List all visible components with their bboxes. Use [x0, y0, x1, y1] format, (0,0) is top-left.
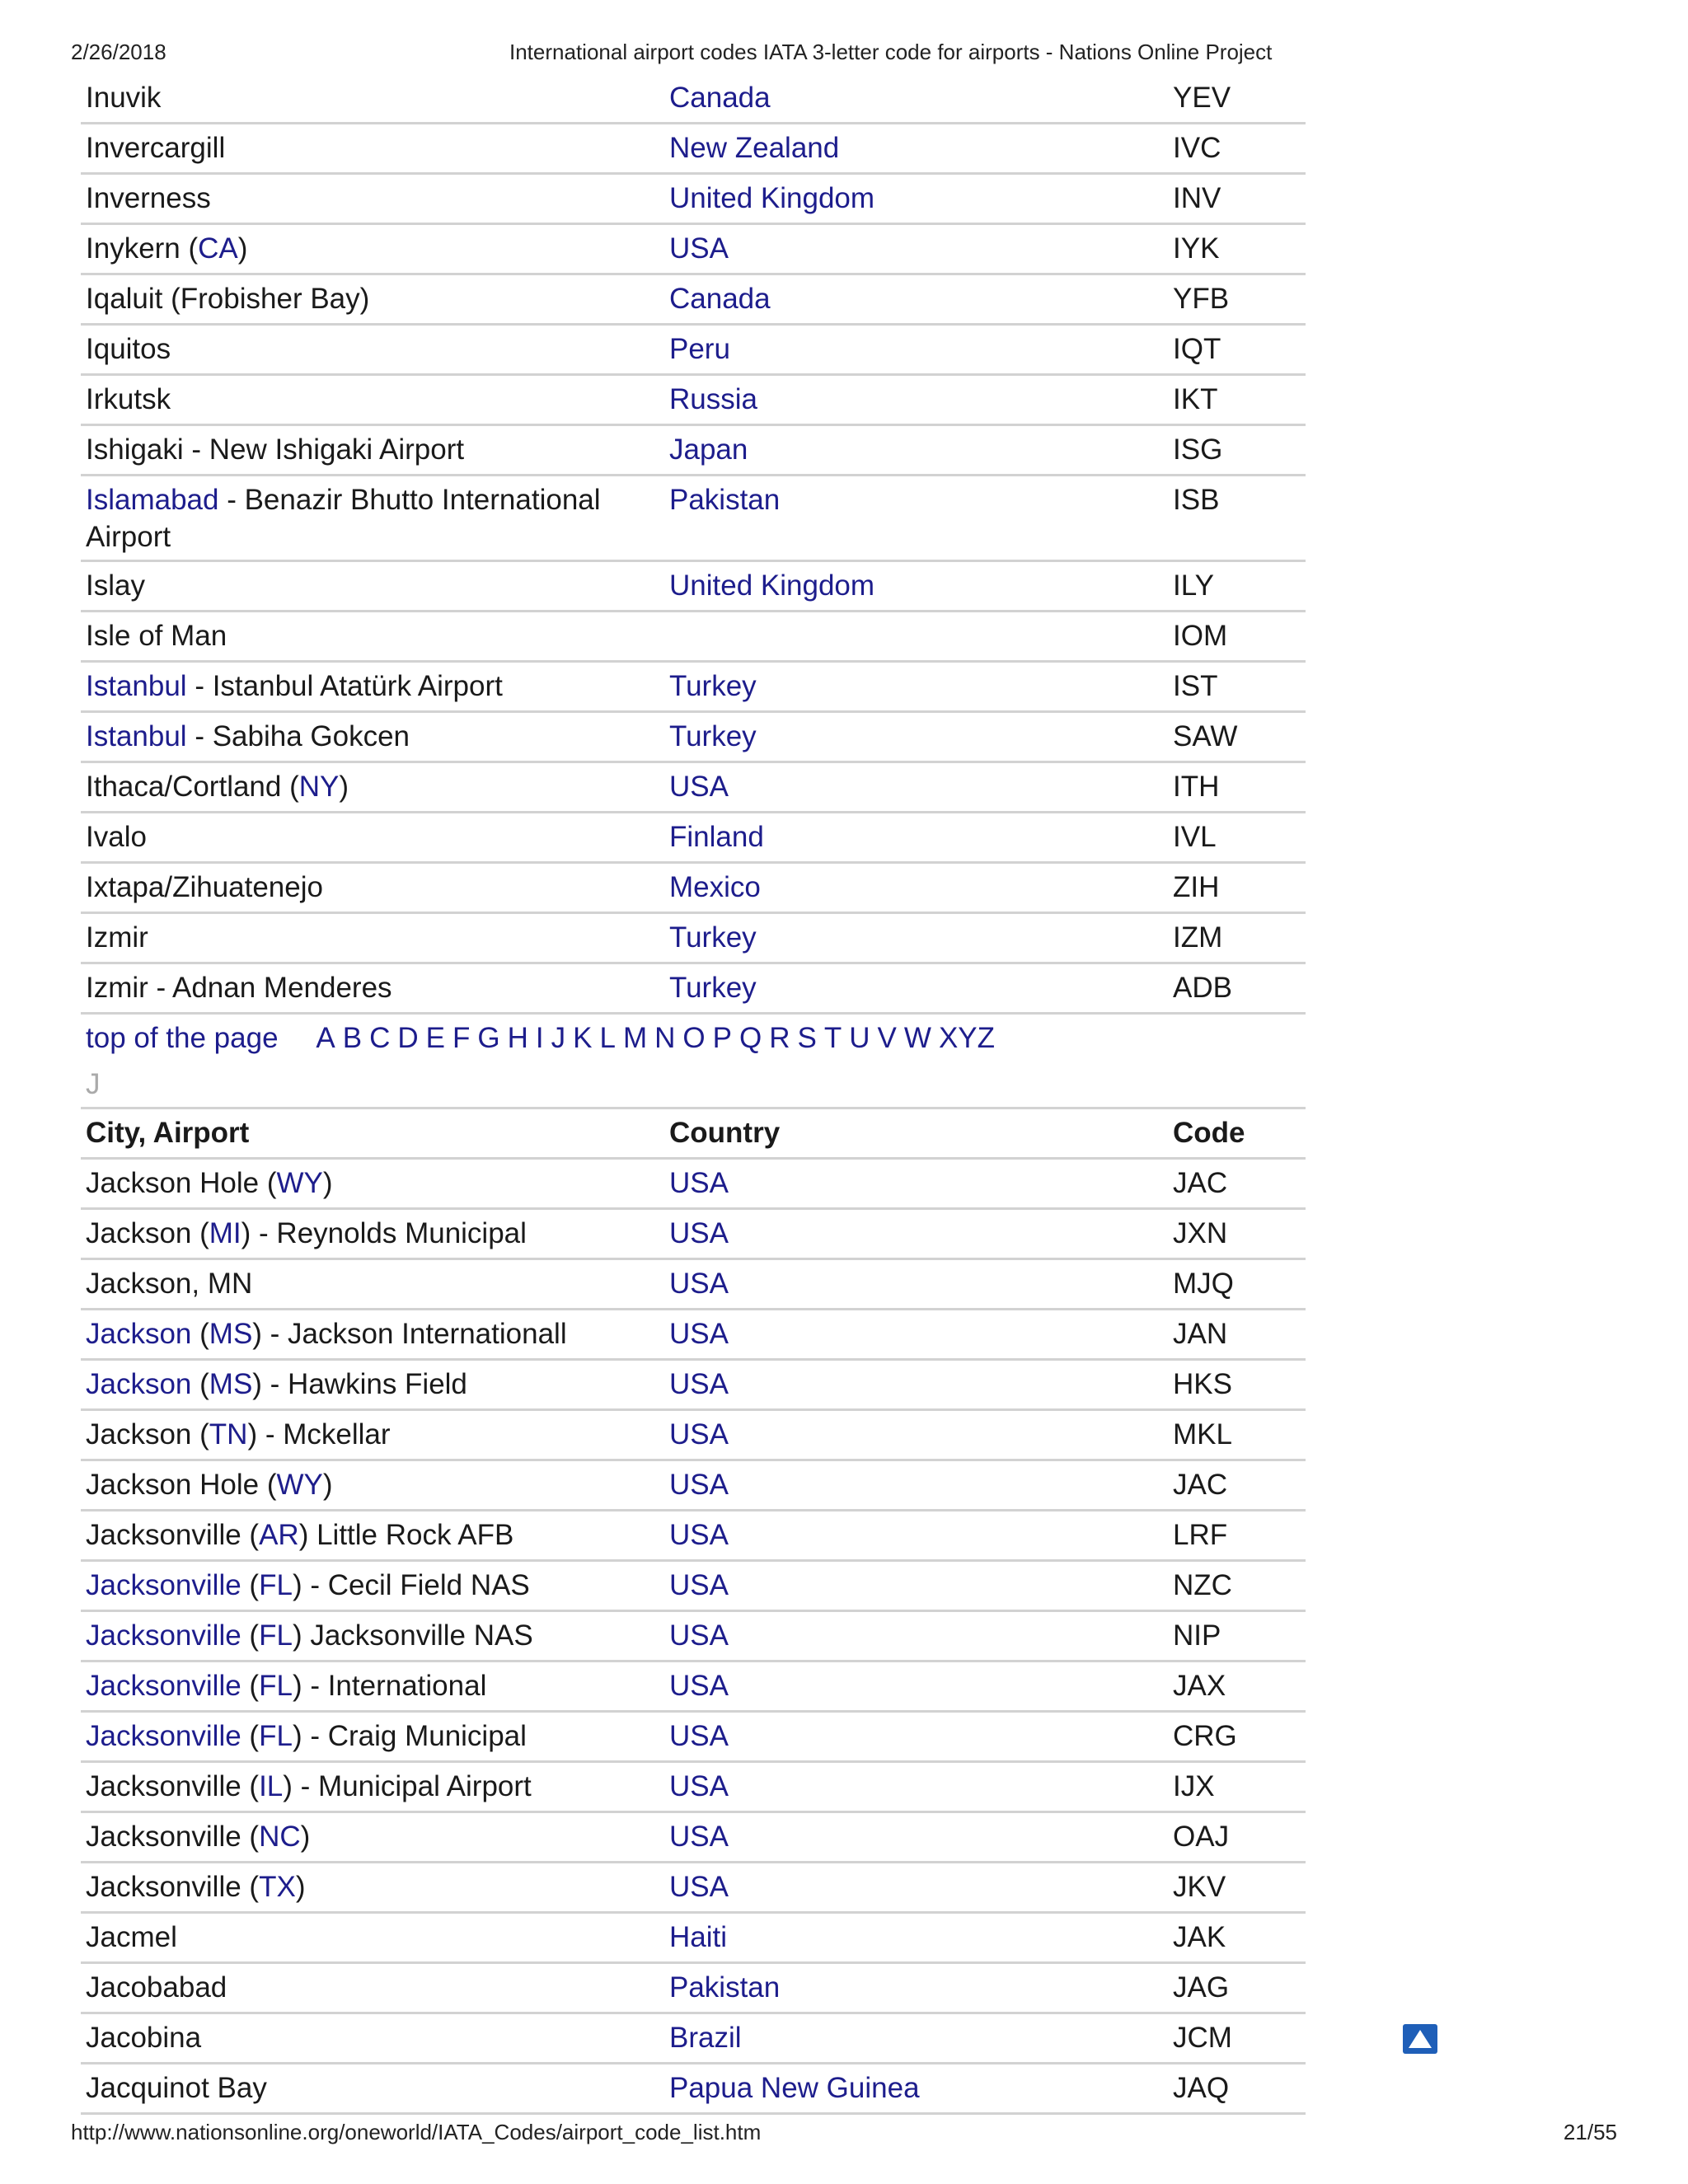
- country-link[interactable]: USA: [669, 1770, 729, 1802]
- city-cell: [86, 1210, 646, 1258]
- iata-code: ITH: [1173, 771, 1220, 803]
- letter-link-n[interactable]: N: [654, 1022, 676, 1054]
- city-link[interactable]: Jackson: [86, 1368, 192, 1400]
- country-link[interactable]: Haiti: [669, 1921, 728, 1953]
- table-row: [81, 326, 1306, 376]
- iata-code: JAX: [1173, 1670, 1226, 1702]
- section-j-rows: [81, 1160, 1306, 2115]
- city-cell: [86, 1411, 646, 1459]
- country-link[interactable]: New Zealand: [669, 132, 840, 164]
- letter-link-h[interactable]: H: [507, 1022, 528, 1054]
- state-link[interactable]: TN: [209, 1418, 248, 1451]
- state-link[interactable]: TX: [259, 1871, 296, 1903]
- country-link[interactable]: Turkey: [669, 921, 757, 954]
- city-cell: [86, 376, 646, 424]
- letter-link-o[interactable]: O: [682, 1022, 706, 1054]
- letter-link-i[interactable]: I: [535, 1022, 544, 1054]
- table-row: [81, 1411, 1306, 1461]
- table-row: [81, 376, 1306, 426]
- table-row: [81, 426, 1306, 476]
- letter-link-v[interactable]: V: [877, 1022, 897, 1054]
- state-link[interactable]: NY: [298, 771, 340, 803]
- city-text: ) Jacksonville NAS: [292, 1619, 533, 1652]
- table-row: [81, 1210, 1306, 1260]
- country-link[interactable]: USA: [669, 1268, 729, 1300]
- city-text: (: [241, 1720, 260, 1752]
- city-cell: [86, 124, 646, 172]
- table-row: [81, 275, 1306, 326]
- city-text: ) - Jackson Internationall: [252, 1318, 567, 1350]
- country-link[interactable]: USA: [669, 1821, 729, 1853]
- country-link[interactable]: USA: [669, 1217, 729, 1249]
- iata-code: IOM: [1173, 620, 1228, 652]
- iata-code: JXN: [1173, 1217, 1228, 1249]
- city-cell: [86, 1612, 646, 1660]
- city-link[interactable]: Jackson: [86, 1318, 192, 1350]
- city-name: Iquitos: [86, 333, 171, 365]
- country-link[interactable]: Papua New Guinea: [669, 2072, 920, 2104]
- city-cell: [86, 1260, 646, 1308]
- country-link[interactable]: USA: [669, 1418, 729, 1451]
- city-link[interactable]: Jacksonville: [86, 1619, 241, 1652]
- city-text: Inykern (: [86, 232, 199, 265]
- letter-link-xyz[interactable]: XYZ: [938, 1022, 996, 1054]
- letter-link-s[interactable]: S: [797, 1022, 817, 1054]
- city-cell: [86, 864, 646, 912]
- table-row: [81, 74, 1306, 124]
- city-name: Ivalo: [86, 821, 147, 853]
- iata-code: LRF: [1173, 1519, 1228, 1551]
- country-link[interactable]: USA: [669, 1670, 729, 1702]
- iata-code: OAJ: [1173, 1821, 1230, 1853]
- section-letter-j: J: [81, 1062, 1306, 1109]
- city-cell: [86, 663, 646, 710]
- country-link[interactable]: Turkey: [669, 720, 757, 752]
- state-link[interactable]: MS: [209, 1318, 253, 1350]
- state-link[interactable]: MI: [209, 1217, 241, 1249]
- city-link[interactable]: Istanbul: [86, 670, 187, 702]
- table-row: [81, 1562, 1306, 1612]
- city-cell: [86, 2064, 646, 2112]
- city-text: Jackson (: [86, 1418, 209, 1451]
- city-name: Inuvik: [86, 82, 162, 114]
- city-cell: [86, 2014, 646, 2062]
- city-text: ) - Craig Municipal: [292, 1720, 527, 1752]
- print-header: [71, 40, 1617, 68]
- city-name: Izmir - Adnan Menderes: [86, 972, 392, 1004]
- country-link[interactable]: United Kingdom: [669, 569, 875, 602]
- country-link[interactable]: Turkey: [669, 670, 757, 702]
- city-cell: [86, 562, 646, 610]
- city-cell: [86, 1763, 646, 1811]
- city-text: - Istanbul Atatürk Airport: [186, 670, 503, 702]
- city-cell: [86, 326, 646, 373]
- city-name: Iqaluit (Frobisher Bay): [86, 283, 370, 315]
- iata-code: IZM: [1173, 921, 1223, 954]
- city-name: Islay: [86, 569, 145, 602]
- country-link[interactable]: Pakistan: [669, 484, 781, 516]
- print-footer: [71, 2120, 1617, 2148]
- city-cell: [86, 813, 646, 861]
- state-link[interactable]: IL: [259, 1770, 284, 1802]
- city-text: ) - Reynolds Municipal: [241, 1217, 527, 1249]
- city-cell: [86, 1713, 646, 1760]
- iata-code: ILY: [1173, 569, 1214, 602]
- iata-code: MKL: [1173, 1418, 1232, 1451]
- letter-link-w[interactable]: W: [903, 1022, 931, 1054]
- city-name: Isle of Man: [86, 620, 227, 652]
- state-link[interactable]: WY: [276, 1167, 323, 1199]
- iata-code: YFB: [1173, 283, 1230, 315]
- city-link[interactable]: Jacksonville: [86, 1670, 241, 1702]
- city-name: Ixtapa/Zihuatenejo: [86, 871, 323, 903]
- city-text: - Benazir Bhutto International Airport: [86, 484, 601, 553]
- iata-code: JAK: [1173, 1921, 1226, 1953]
- city-name: Jacquinot Bay: [86, 2072, 267, 2104]
- country-link[interactable]: United Kingdom: [669, 182, 875, 214]
- table-row: [81, 1964, 1306, 2014]
- city-text: (: [191, 1368, 209, 1400]
- table-row: [81, 763, 1306, 813]
- column-header-country: Country: [669, 1117, 781, 1149]
- iata-code: ADB: [1173, 972, 1232, 1004]
- table-row: [81, 1310, 1306, 1361]
- city-text: Jacksonville (: [86, 1519, 260, 1551]
- city-text: (: [241, 1670, 260, 1702]
- city-cell: [86, 426, 646, 474]
- city-cell: [86, 1310, 646, 1358]
- table-row: [81, 2064, 1306, 2115]
- up-arrow-icon: [1403, 2024, 1437, 2054]
- city-name: Jacobabad: [86, 1971, 227, 2004]
- city-name: Jacobina: [86, 2022, 202, 2054]
- back-to-top-button[interactable]: [1403, 2024, 1437, 2054]
- iata-code: JCM: [1173, 2022, 1232, 2054]
- city-text: Jacksonville (: [86, 1770, 260, 1802]
- city-name: Jackson, MN: [86, 1268, 253, 1300]
- letter-link-b[interactable]: B: [342, 1022, 363, 1054]
- city-text: Jacksonville (: [86, 1871, 260, 1903]
- city-text: ) - Hawkins Field: [252, 1368, 467, 1400]
- country-link[interactable]: Brazil: [669, 2022, 742, 2054]
- city-cell: [86, 713, 646, 761]
- city-text: Jackson Hole (: [86, 1167, 277, 1199]
- section-i-rows: [81, 74, 1306, 1015]
- table-row: [81, 1361, 1306, 1411]
- city-text: Jackson Hole (: [86, 1469, 277, 1501]
- city-name: Jacmel: [86, 1921, 177, 1953]
- iata-code: JAC: [1173, 1469, 1228, 1501]
- country-link[interactable]: USA: [669, 1469, 729, 1501]
- state-link[interactable]: CA: [198, 232, 238, 265]
- city-cell: [86, 1914, 646, 1961]
- city-link[interactable]: Istanbul: [86, 720, 187, 752]
- city-cell: [86, 275, 646, 323]
- table-row: [81, 1914, 1306, 1964]
- letter-links: [316, 1022, 1002, 1054]
- country-link[interactable]: Canada: [669, 283, 771, 315]
- iata-code: IVC: [1173, 132, 1221, 164]
- iata-code: IKT: [1173, 383, 1218, 415]
- city-cell: [86, 1361, 646, 1408]
- table-row: [81, 713, 1306, 763]
- letter-link-a[interactable]: A: [316, 1022, 335, 1054]
- table-row: [81, 1863, 1306, 1914]
- table-row: [81, 1461, 1306, 1511]
- iata-code: JAG: [1173, 1971, 1230, 2004]
- city-cell: [86, 1863, 646, 1911]
- country-link[interactable]: Mexico: [669, 871, 761, 903]
- city-text: ): [295, 1871, 306, 1903]
- letter-link-j[interactable]: J: [551, 1022, 566, 1054]
- iata-code: ZIH: [1173, 871, 1220, 903]
- state-link[interactable]: NC: [259, 1821, 301, 1853]
- iata-code: HKS: [1173, 1368, 1232, 1400]
- country-link[interactable]: Pakistan: [669, 1971, 781, 2004]
- table-row: [81, 1763, 1306, 1813]
- city-name: Izmir: [86, 921, 148, 954]
- iata-code: INV: [1173, 182, 1221, 214]
- city-cell: [86, 763, 646, 811]
- state-link[interactable]: FL: [259, 1619, 293, 1652]
- table-row: [81, 1612, 1306, 1662]
- iata-code: IQT: [1173, 333, 1221, 365]
- iata-code: JAQ: [1173, 2072, 1230, 2104]
- table-row: [81, 1713, 1306, 1763]
- table-row: [81, 175, 1306, 225]
- city-text: (: [191, 1318, 209, 1350]
- state-link[interactable]: FL: [259, 1569, 293, 1601]
- table-row: [81, 612, 1306, 663]
- city-link[interactable]: Jacksonville: [86, 1569, 241, 1601]
- city-text: ) - Cecil Field NAS: [292, 1569, 530, 1601]
- page-url: http://www.nationsonline.org/oneworld/IATA_Codes/airport_code_list.htm: [71, 2120, 762, 2144]
- city-cell: [86, 1964, 646, 2012]
- city-cell: [86, 1511, 646, 1559]
- iata-code: JAN: [1173, 1318, 1228, 1350]
- country-link[interactable]: USA: [669, 1318, 729, 1350]
- city-cell: [86, 1813, 646, 1861]
- city-text: - Sabiha Gokcen: [186, 720, 410, 752]
- country-link[interactable]: Finland: [669, 821, 764, 853]
- page-number: 21/55: [1563, 2120, 1617, 2144]
- state-link[interactable]: FL: [259, 1720, 293, 1752]
- city-text: ): [339, 771, 349, 803]
- letter-link-c[interactable]: C: [369, 1022, 391, 1054]
- letter-link-f[interactable]: F: [452, 1022, 471, 1054]
- iata-code: MJQ: [1173, 1268, 1234, 1300]
- letter-navigation: [81, 1015, 1306, 1062]
- document-title: International airport codes IATA 3-letter code for airports - Nations Online Project: [509, 40, 1273, 64]
- country-link[interactable]: USA: [669, 1519, 729, 1551]
- city-text: ) - Municipal Airport: [283, 1770, 532, 1802]
- city-cell: [86, 1562, 646, 1610]
- country-link[interactable]: Turkey: [669, 972, 757, 1004]
- city-cell: [86, 1160, 646, 1207]
- letter-link-g[interactable]: G: [477, 1022, 500, 1054]
- iata-code: IVL: [1173, 821, 1217, 853]
- letter-link-l[interactable]: L: [599, 1022, 616, 1054]
- table-row: [81, 1260, 1306, 1310]
- city-text: ) - Mckellar: [247, 1418, 391, 1451]
- table-row: [81, 914, 1306, 964]
- city-cell: [86, 481, 646, 555]
- letter-link-q[interactable]: Q: [738, 1022, 762, 1054]
- city-text: ): [237, 232, 248, 265]
- city-cell: [86, 612, 646, 660]
- city-text: (: [241, 1619, 260, 1652]
- table-row: [81, 964, 1306, 1015]
- table-row: [81, 124, 1306, 175]
- iata-code: ISB: [1173, 484, 1220, 516]
- country-link[interactable]: USA: [669, 1569, 729, 1601]
- letter-link-r[interactable]: R: [769, 1022, 790, 1054]
- iata-code: YEV: [1173, 82, 1231, 114]
- city-text: (: [241, 1569, 260, 1601]
- iata-code: ISG: [1173, 434, 1223, 466]
- top-of-page-link[interactable]: top of the page: [86, 1022, 279, 1054]
- table-row: [81, 1662, 1306, 1713]
- country-link[interactable]: USA: [669, 1619, 729, 1652]
- state-link[interactable]: AR: [259, 1519, 299, 1551]
- table-row: [81, 225, 1306, 275]
- country-link[interactable]: USA: [669, 1871, 729, 1903]
- iata-code: NIP: [1173, 1619, 1221, 1652]
- state-link[interactable]: WY: [276, 1469, 323, 1501]
- iata-code: CRG: [1173, 1720, 1237, 1752]
- table-header-row: [81, 1109, 1306, 1160]
- country-link[interactable]: Japan: [669, 434, 748, 466]
- table-row: [81, 813, 1306, 864]
- table-row: [81, 1813, 1306, 1863]
- table-row: [81, 663, 1306, 713]
- city-text: Jackson (: [86, 1217, 209, 1249]
- city-text: ): [300, 1821, 311, 1853]
- column-header-city: City, Airport: [86, 1117, 250, 1149]
- city-cell: [86, 175, 646, 223]
- city-text: ) - International: [292, 1670, 487, 1702]
- table-row: [81, 476, 1306, 562]
- airport-code-list: [81, 74, 1306, 2115]
- city-name: Irkutsk: [86, 383, 171, 415]
- table-row: [81, 1160, 1306, 1210]
- city-text: ) Little Rock AFB: [298, 1519, 514, 1551]
- iata-code: JAC: [1173, 1167, 1228, 1199]
- table-row: [81, 1511, 1306, 1562]
- country-link[interactable]: USA: [669, 232, 729, 265]
- table-row: [81, 2014, 1306, 2064]
- city-name: Invercargill: [86, 132, 226, 164]
- state-link[interactable]: FL: [259, 1670, 293, 1702]
- iata-code: IJX: [1173, 1770, 1215, 1802]
- city-link[interactable]: Islamabad: [86, 484, 219, 516]
- city-cell: [86, 914, 646, 962]
- letter-link-m[interactable]: M: [622, 1022, 648, 1054]
- country-link[interactable]: USA: [669, 1167, 729, 1199]
- iata-code: IST: [1173, 670, 1218, 702]
- country-link[interactable]: Russia: [669, 383, 757, 415]
- city-cell: [86, 1461, 646, 1509]
- country-link[interactable]: USA: [669, 771, 729, 803]
- city-name: Ishigaki - New Ishigaki Airport: [86, 434, 465, 466]
- city-link[interactable]: Jacksonville: [86, 1720, 241, 1752]
- iata-code: IYK: [1173, 232, 1220, 265]
- letter-link-k[interactable]: K: [573, 1022, 593, 1054]
- city-cell: [86, 225, 646, 273]
- iata-code: JKV: [1173, 1871, 1226, 1903]
- letter-link-d[interactable]: D: [397, 1022, 419, 1054]
- city-cell: [86, 964, 646, 1012]
- city-text: ): [322, 1167, 333, 1199]
- column-header-code: Code: [1173, 1117, 1245, 1149]
- country-link[interactable]: Peru: [669, 333, 730, 365]
- letter-link-t[interactable]: T: [823, 1022, 842, 1054]
- city-text: ): [322, 1469, 333, 1501]
- city-cell: [86, 74, 646, 122]
- letter-link-u[interactable]: U: [849, 1022, 870, 1054]
- country-link[interactable]: Canada: [669, 82, 771, 114]
- print-date: 2/26/2018: [71, 40, 166, 64]
- table-row: [81, 562, 1306, 612]
- letter-link-p[interactable]: P: [712, 1022, 732, 1054]
- city-text: Ithaca/Cortland (: [86, 771, 299, 803]
- country-link[interactable]: USA: [669, 1368, 729, 1400]
- city-name: Inverness: [86, 182, 211, 214]
- country-link[interactable]: USA: [669, 1720, 729, 1752]
- state-link[interactable]: MS: [209, 1368, 253, 1400]
- iata-code: SAW: [1173, 720, 1238, 752]
- city-cell: [86, 1662, 646, 1710]
- table-row: [81, 864, 1306, 914]
- city-text: Jacksonville (: [86, 1821, 260, 1853]
- letter-link-e[interactable]: E: [425, 1022, 445, 1054]
- iata-code: NZC: [1173, 1569, 1232, 1601]
